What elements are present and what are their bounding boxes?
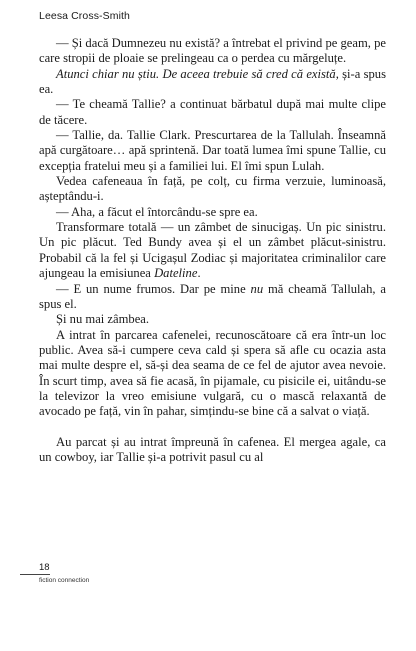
text-run: — Și dacă Dumnezeu nu există? a întrebat el privind pe geam, pe care stropii de ploaie se prelingeau ca o perdea cu mărgeluțe. [39, 36, 386, 66]
italic-text: Dateline [154, 266, 198, 281]
paragraph [39, 220, 386, 281]
text-run: Au parcat și au intrat împreună în cafenea. El mergea agale, ca un cowboy, iar Tallie și-a potrivit pasul cu al [39, 434, 386, 464]
paragraph [39, 435, 386, 466]
italic-text: nu [250, 281, 264, 296]
text-run: — E un nume frumos. Dar pe mine [56, 281, 251, 296]
text-run: — Aha, a făcut el întorcându-se spre ea. [56, 204, 258, 219]
body-text [39, 36, 386, 465]
paragraph [39, 97, 386, 128]
footer-rule [20, 574, 50, 575]
text-run: — Te cheamă Tallie? a continuat bărbatul după mai multe clipe de tăcere. [39, 97, 386, 127]
page-number: 18 [39, 562, 50, 573]
paragraph [39, 328, 386, 420]
imprint-label: fiction connection [39, 577, 90, 584]
text-run: mă cheamă Tallulah, a spus el. [39, 281, 386, 311]
text-run: Vedea cafeneaua în față, pe colț, cu firma verzuie, luminoasă, așteptându-i. [39, 174, 386, 204]
paragraph [39, 312, 386, 327]
paragraph [39, 205, 386, 220]
text-run: — Tallie, da. Tallie Clark. Prescurtarea de la Tallulah. Înseamnă apă curgătoare… apă sprintenă. Dar toată lumea îmi spune Tallie, cu excepția fratelui meu și a familiei lui. El îmi spun Lulah. [39, 128, 386, 173]
italic-text: Atunci chiar nu știu. De aceea trebuie să cred că există, [56, 66, 339, 81]
paragraph [39, 36, 386, 67]
running-head-author: Leesa Cross-Smith [39, 10, 130, 22]
paragraph [39, 67, 386, 98]
paragraph [39, 128, 386, 174]
paragraph [39, 282, 386, 313]
text-run: Transformare totală — un zâmbet de sinucigaș. Un pic sinistru. Un pic plăcut. Ted Bundy avea și el un zâmbet plăcut-sinistru. Probabil că la fel și Ucigașul Zodiac și majoritatea criminalilor care ajungeau la emisiunea [39, 220, 386, 281]
text-run: și-a spus ea. [39, 66, 386, 97]
paragraph [39, 174, 386, 205]
text-run: A intrat în parcarea cafenelei, recunoscătoare că era într-un loc public. Avea să-i cumpere ceva cald și spera să afle cu ocazia asta mai multe despre el, să-și dea seama de ce fel de ajutor avea nevoie. În scurt timp, avea să fie acasă, în pijamale, cu pisicile ei, uitându-se la televizor la vreo emisiune vulgară, cu o mască relaxantă de avocado pe față, vin în pahar, simțindu-se bine că a salvat o viață. [39, 327, 386, 419]
text-run: Și nu mai zâmbea. [56, 312, 150, 327]
text-run: . [197, 266, 201, 281]
